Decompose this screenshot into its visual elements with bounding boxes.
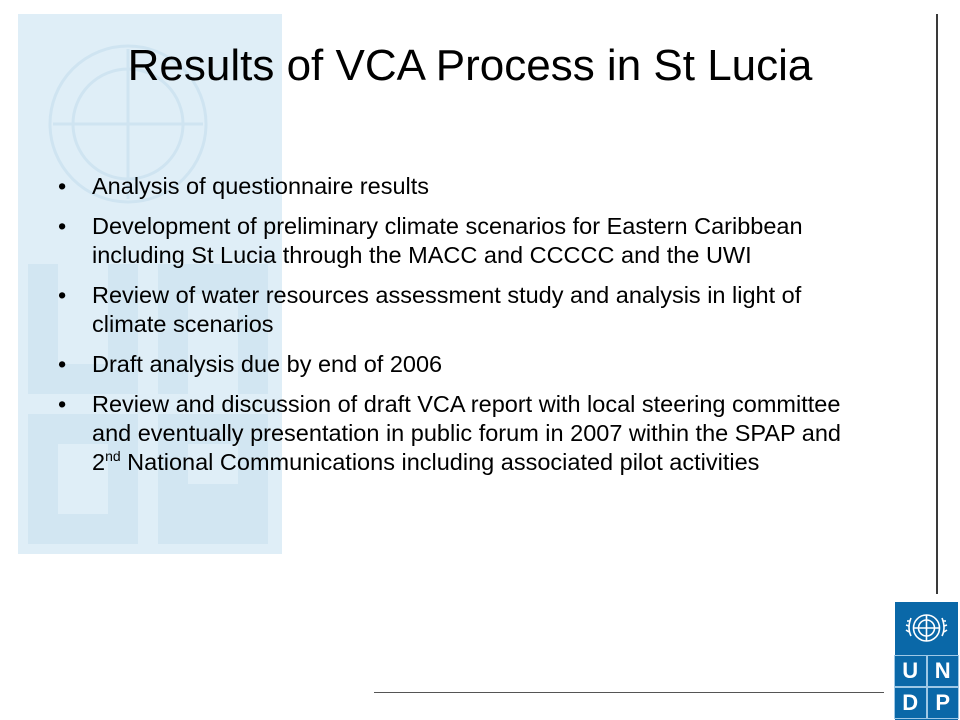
bullet-item bbox=[58, 350, 858, 379]
bullet-text: Draft analysis due by end of 2006 bbox=[92, 351, 443, 377]
bullet-list bbox=[58, 172, 858, 488]
bullet-text-part: National Communications including associated pilot activities bbox=[120, 449, 760, 475]
ordinal-superscript: nd bbox=[105, 448, 121, 464]
slide-title: Results of VCA Process in St Lucia bbox=[127, 41, 813, 90]
logo-letter: P bbox=[928, 688, 959, 718]
bullet-marker: • bbox=[58, 173, 67, 199]
logo-letter: U bbox=[895, 656, 926, 686]
bullet-marker: • bbox=[58, 213, 67, 239]
bullet-text bbox=[92, 391, 841, 475]
undp-logo bbox=[895, 602, 958, 720]
logo-letter: D bbox=[895, 688, 926, 718]
bullet-item bbox=[58, 212, 858, 270]
un-emblem-icon bbox=[895, 602, 958, 654]
undp-letters bbox=[895, 656, 958, 718]
logo-letter: N bbox=[928, 656, 959, 686]
bullet-marker: • bbox=[58, 351, 67, 377]
bullet-marker: • bbox=[58, 282, 67, 308]
bullet-item bbox=[58, 390, 858, 477]
bullet-text: Development of preliminary climate scenarios for Eastern Caribbean including St Lucia through the MACC and CCCCC and the UWI bbox=[92, 213, 803, 268]
bullet-marker: • bbox=[58, 391, 67, 417]
bullet-item bbox=[58, 281, 858, 339]
bullet-text-part: Review and discussion of draft VCA report with local steering committee and eventually presentation in public forum in 2007 within the SPAP and 2 bbox=[92, 391, 842, 475]
bottom-divider bbox=[374, 692, 884, 693]
right-divider bbox=[936, 14, 938, 594]
bullet-text: Analysis of questionnaire results bbox=[92, 173, 430, 199]
bullet-text: Review of water resources assessment study and analysis in light of climate scenarios bbox=[92, 282, 802, 337]
bullet-item bbox=[58, 172, 858, 201]
